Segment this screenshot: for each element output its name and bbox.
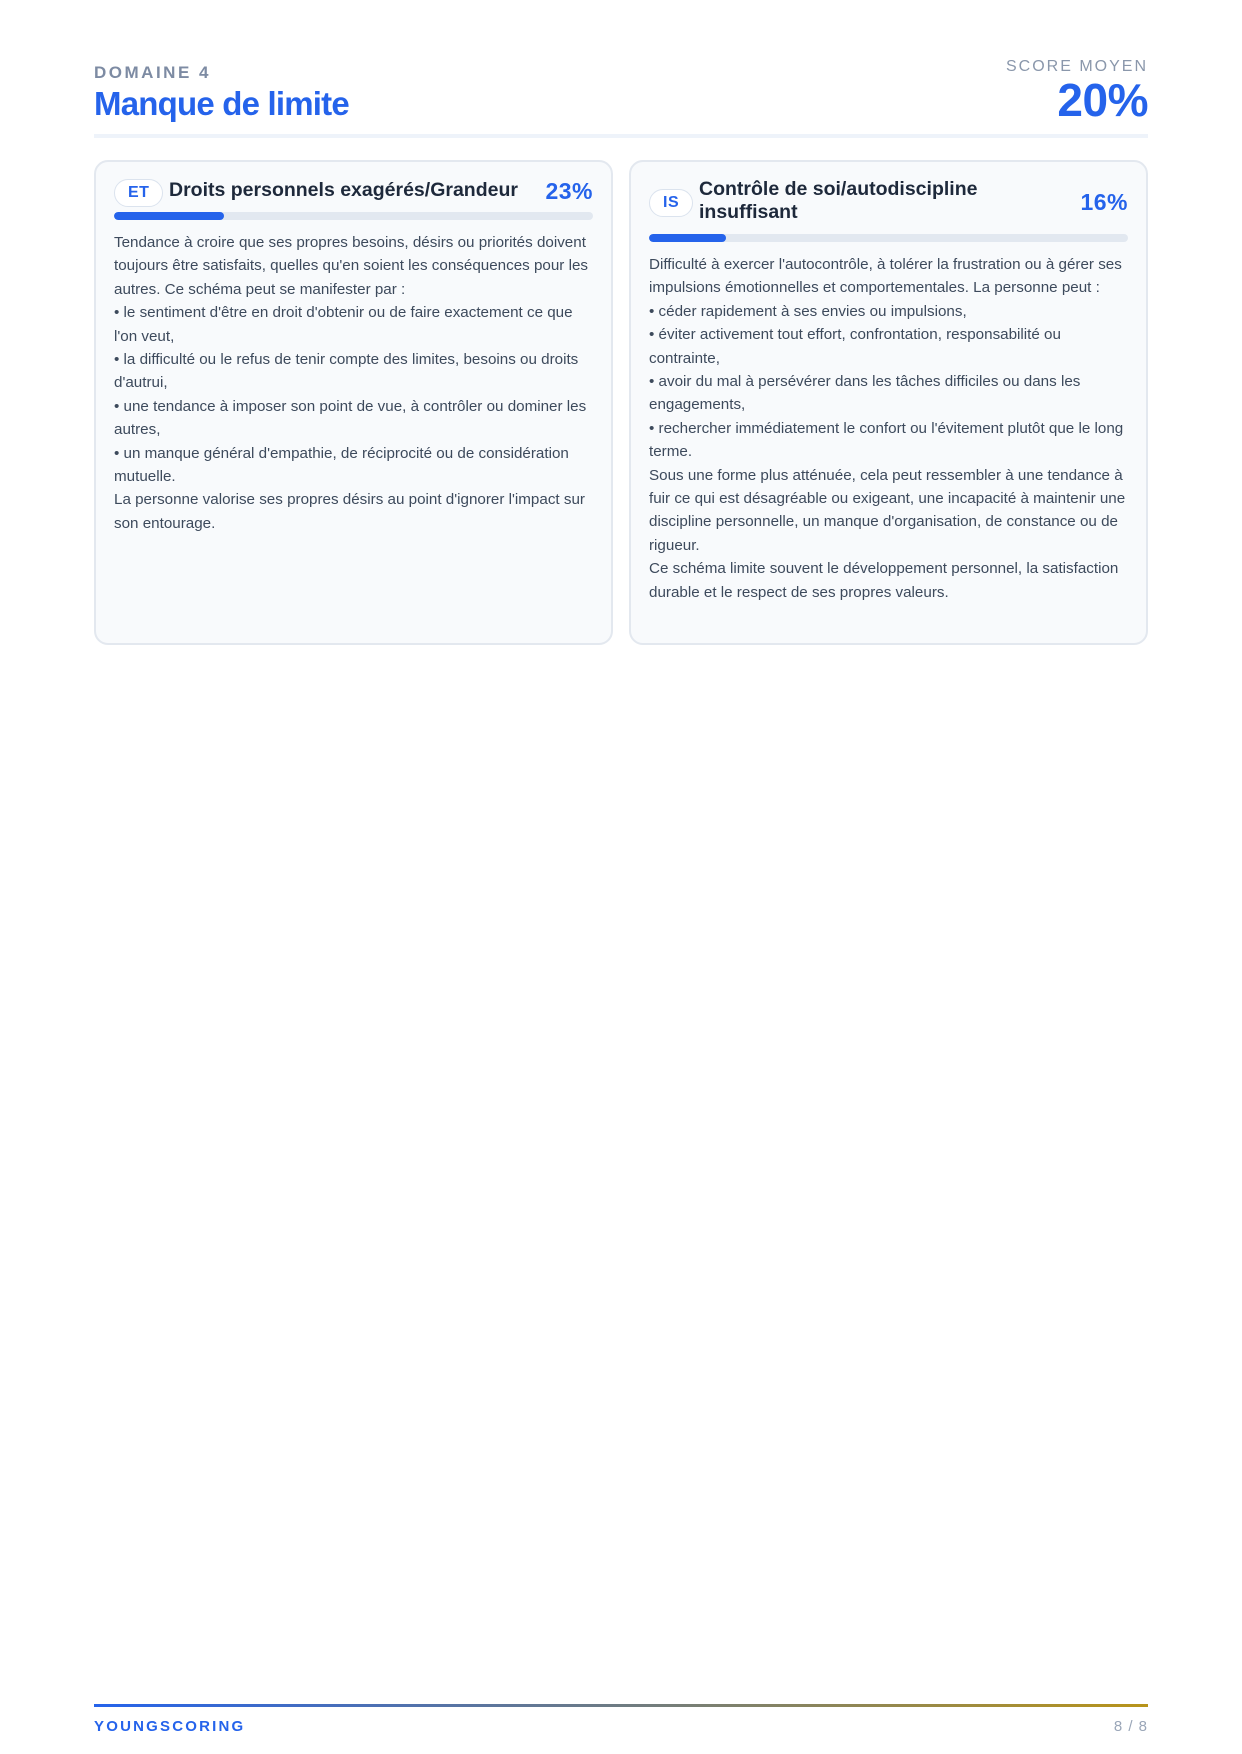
domain-kicker: DOMAINE 4 [94, 63, 211, 82]
schema-code-badge: IS [649, 189, 693, 217]
schema-percent: 23% [545, 178, 593, 204]
schema-description: Difficulté à exercer l'autocontrôle, à tolérer la frustration ou à gérer ses impulsions émotionnelles et comportementales. La personne peut : • céder rapidement à ses envies ou impulsions, • éviter activement tout effort, confrontation, responsabilité ou contrainte, • avoir du mal à persévérer dans les tâches difficiles ou dans les engagements, • rechercher immédiatement le confort ou l'évitement plutôt que le long terme. Sous une forme plus atténuée, cela peut ressembler à une tendance à fuir ce qui est désagréable ou exigeant, une incapacité à maintenir une discipline personnelle, un manque d'organisation, de constance ou de rigueur. Ce schéma limite souvent le développement personnel, la satisfaction durable et le respect de ses propres valeurs. [649, 256, 1126, 601]
footer-brand: YOUNGSCORING [94, 1718, 246, 1735]
progress-bar-track [114, 212, 593, 220]
score-value: 20% [1057, 74, 1148, 126]
page-header [94, 58, 1148, 138]
domain-title: Manque de limite [94, 85, 349, 122]
progress-bar-fill [114, 212, 224, 220]
schema-title: Droits personnels exagérés/Grandeur [169, 179, 518, 201]
progress-bar-track [649, 234, 1128, 242]
schema-code-badge: ET [114, 179, 163, 207]
footer-divider [94, 1704, 1148, 1707]
schema-title: Contrôle de soi/autodiscipline insuffisant [699, 178, 978, 223]
progress-bar-fill [649, 234, 726, 242]
score-label: SCORE MOYEN [1005, 58, 1148, 75]
schema-card-is [629, 160, 1148, 645]
page-number: 8 / 8 [1113, 1718, 1148, 1735]
schema-percent: 16% [1080, 189, 1128, 215]
schema-card-et [94, 160, 613, 645]
schema-description: Tendance à croire que ses propres besoins, désirs ou priorités doivent toujours être satisfaits, quelles qu'en soient les conséquences pour les autres. Ce schéma peut se manifester par : • le sentiment d'être en droit d'obtenir ou de faire exactement ce que l'on veut, • la difficulté ou le refus de tenir compte des limites, besoins ou droits d'autrui, • une tendance à imposer son point de vue, à contrôler ou dominer les autres, • un manque général d'empathie, de réciprocité ou de considération mutuelle. La personne valorise ses propres désirs au point d'ignorer l'impact sur son entourage. [114, 234, 588, 532]
